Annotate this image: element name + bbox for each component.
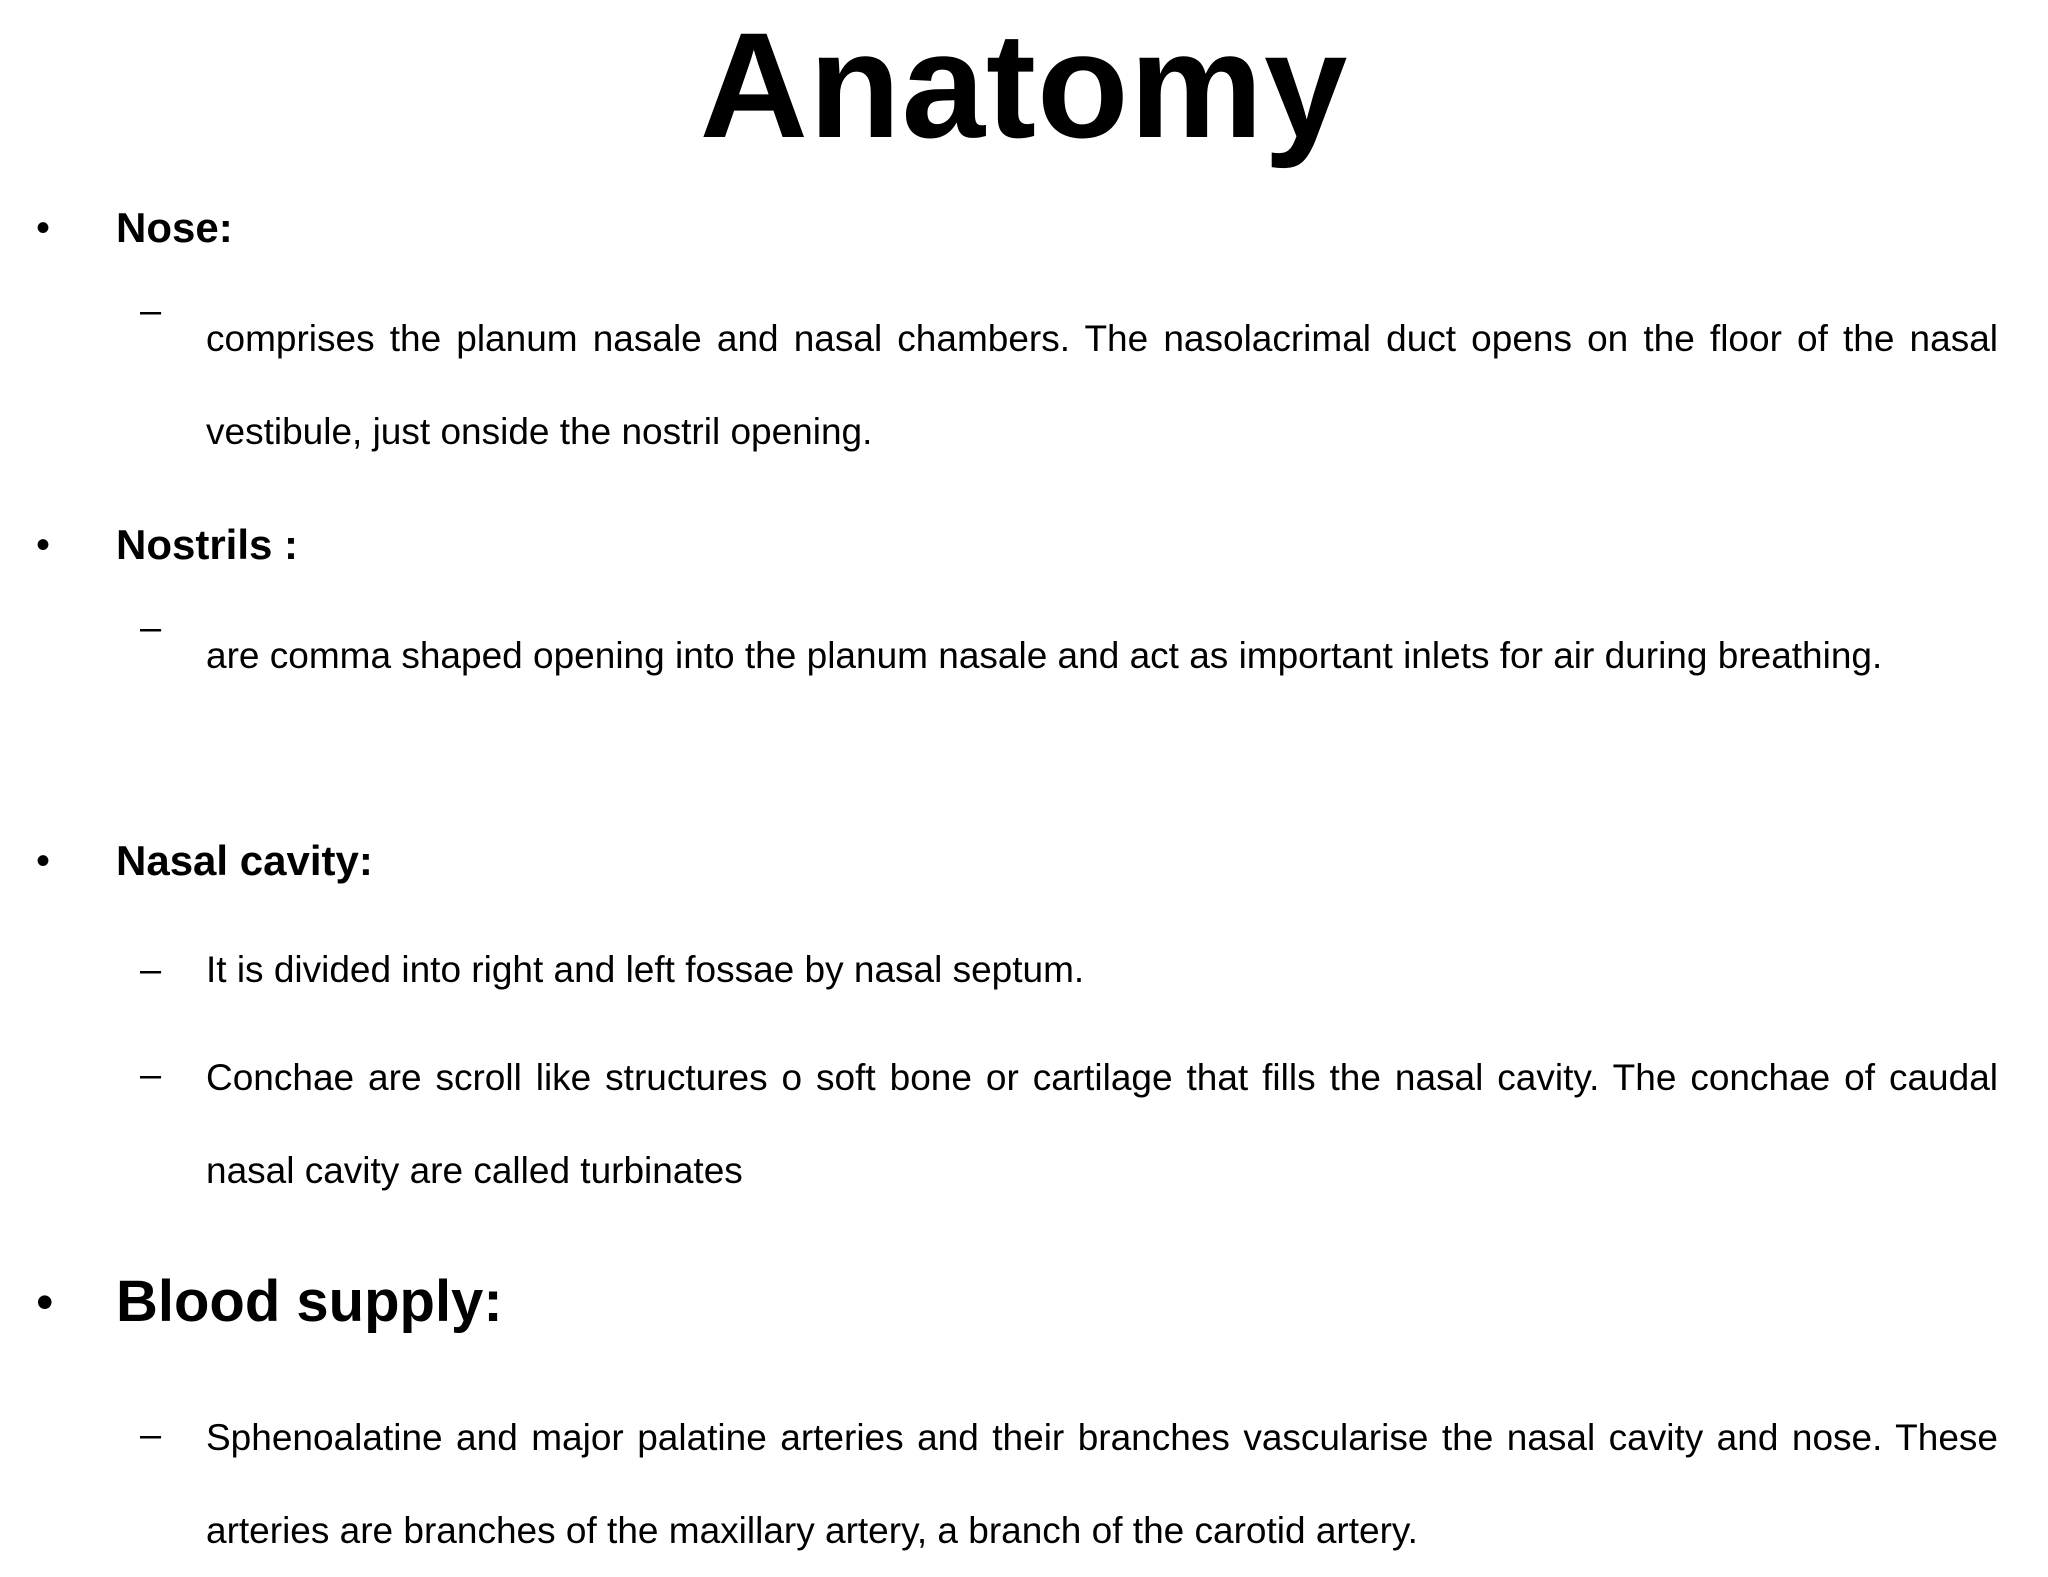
section-heading-nasal-cavity: Nasal cavity:	[116, 837, 373, 884]
point-text-blood-supply-1: Sphenoalatine and major palatine arteries and their branches vascularise the nasal cavity and nose. These arteries are branches of the maxillary artery, a branch of the carotid artery.	[206, 1417, 1998, 1551]
dash-icon: –	[140, 290, 162, 332]
point-text-nasal-cavity-1: It is divided into right and left fossae by nasal septum.	[206, 949, 1085, 990]
slide-title: Anatomy	[699, 1, 1349, 169]
point-text-nasal-cavity-2: Conchae are scroll like structures o soft bone or cartilage that fills the nasal cavity. The conchae of caudal nasal cavity are called turbinates	[206, 1057, 1998, 1191]
dash-icon: –	[140, 607, 162, 649]
dash-icon: –	[140, 1414, 162, 1456]
dash-icon: –	[140, 1054, 162, 1096]
bullet-icon: •	[36, 1274, 54, 1330]
section-heading-nostrils: Nostrils :	[116, 521, 299, 568]
bullet-icon: •	[36, 523, 51, 567]
point-text-nostrils-1: are comma shaped opening into the planum nasale and act as important inlets for air during breathing.	[206, 635, 1883, 676]
dash-icon: –	[140, 949, 162, 991]
section-heading-nose: Nose:	[116, 204, 233, 251]
bullet-icon: •	[36, 839, 51, 883]
section-heading-blood-supply: Blood supply:	[116, 1269, 503, 1334]
point-text-nose-1: comprises the planum nasale and nasal chambers. The nasolacrimal duct opens on the floor of the nasal vestibule, just onside the nostril opening.	[206, 318, 1998, 452]
bullet-icon: •	[36, 206, 51, 250]
